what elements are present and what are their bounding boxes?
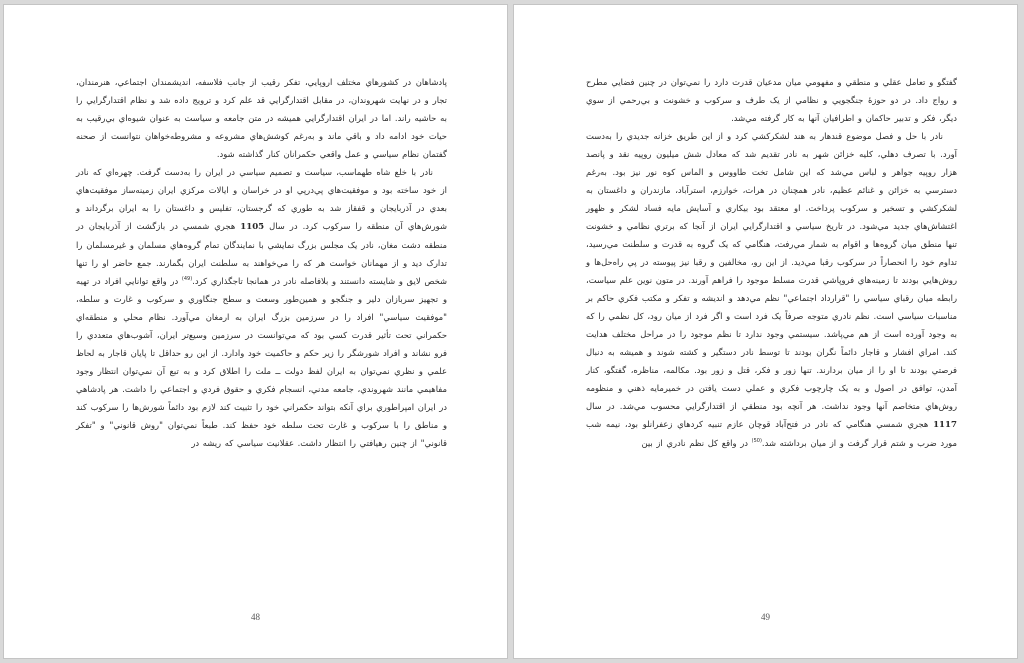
paragraph: گفتگو و تعامل عقلي و منطقي و مفهومي ميان مدعيان قدرت دارد را نمي‌توان در چنين فضايي مطرح و رواج داد. در دو حوزهٔ جنگجويي و نظامي از يک طرف و سرکوب و خشونت و بي‌رحمي از سوي ديگر، فکر و تدبير حاکمان و اطرافيان آنها به کار گرفته مي‌شد. [586, 77, 957, 123]
page-number: 48 [251, 612, 260, 622]
paragraph: پادشاهان در کشورهاي مختلف اروپايي، تفکر رقيب از جانب فلاسفه، انديشمندان اجتماعي، هنرمندان، تجار و در نهايت شهروندان، در مقابل اقتدارگرايي قد علم کرد و ترويج داده شد و نظام اقتدارگرايي را به حاشيه راند. اما در ايران اقتدارگرايي هميشه در متن جامعه و سياست به عنوان شيوه‌اي بي‌رقيب به حيات خود ادامه داد و باقي ماند و به‌رغم کوشش‌هاي مشروعه و مشروطه‌خواهان نتوانست از صحنه گفتمان نظام سياسي و عمل واقعي حکمرانان کنار گذاشته شود. [76, 77, 447, 159]
paragraph-text: هجري شمسي در بازگشت از آذربايجان در منطقه دشت مغان، نادر يک مجلس بزرگ نمايشي با نمايندگان تمام گروه‌هاي مسلمان و غيرمسلمان را تدارک ديد و از مهمانان خواست هر که را مي‌خواهند به سلطنت ايران بگمارند. جمع حاضر او را تنها شخص لايق و شايسته دانستند و بلافاصله نادر در همانجا تاجگذاري کرد. [76, 221, 447, 286]
page-48 [3, 4, 508, 659]
footnote-marker: (49) [181, 276, 193, 283]
paragraph-text: نادر با حل و فصل موضوع قندهار به هند لشکرکشي کرد و از اين طريق خزانه جديدي را به‌دست آورد. با تصرف دهلي، کليه خزائن شهر به نادر تقديم شد که معادل شش ميليون روپيه نقد و پانصد هزار روپيه جواهر و لباس مي‌شد که اين شامل تخت طاووس و الماس کوه نور نيز بود. به‌رغم دسترسي به خزائن و غنائم عظيم، نادر همچنان در هرات، خوارزم، استرآباد، مازندران و داغستان به لشکرکشي و تسخير و سرکوب پرداخت. او معتقد بود بيکاري و آسايش مايه فساد لشکر و ظهور اغتشاش‌هاي جديد مي‌شود. در تاريخ سياسي و اقتدارگرايي ايران از آنجا که برتري نظامي و خشونت تنها منطق ميان گروه‌ها و اقوام به شمار مي‌رفت، هنگامي که يک گروه به قدرت و سلطنت مي‌رسيد، تداوم خود را انحصاراً در سرکوب رقبا مي‌ديد. از اين رو، مخالفين و رقبا نيز پيوسته در پي راه‌حل‌ها و روش‌هايي بودند تا زمينه‌هاي فروپاشي قدرت مسلط موجود را فراهم آورند. در متون نوين علم سياست، رابطه ميان رقباي سياسي را "قرارداد اجتماعي" نظم مي‌دهد و انديشه و تفکر و مکتب فکري حاکم بر مناسبات سياسي است. نظم نادري متوجه صرفاً يک فرد است و اگر فرد از ميان رود، کل نظمي را که به وجود آورده است از هم مي‌پاشد. سيستمي وجود ندارد تا نظم موجود را در مراحل مختلف هدايت کند. امراي افشار و قاجار دائماً نگران بودند تا توسط نادر دستگير و کشته شوند و هميشه به دنبال فرصتي بودند تا او را از ميان بردارند. تنها زور و فکر، قتل و زور بود. مکالمه، مناظره، گفتگو، کنار آمدن، توافق در اصول و به يک چارچوب فکري و عملي دست يافتن در خميرمايه ذهني و منظومه روش‌هاي متخاصم آنها وجود نداشت. هر آنچه بود منطقي از اقتدارگرايي محسوب مي‌شد. در سال [586, 131, 957, 411]
year-number: 1105 [240, 222, 265, 232]
page-number: 49 [761, 612, 770, 622]
page-49-text [586, 73, 957, 452]
page-49 [513, 4, 1018, 659]
page-48-text [76, 73, 447, 452]
paragraph [76, 163, 447, 452]
footnote-marker: (50) [751, 438, 762, 445]
paragraph-text: نادر با خلع شاه طهماسب، سياست و تصميم سياسي در ايران را به‌دست گرفت. چهره‌اي که نادر از خود ساخته بود و موفقيت‌هاي پي‌درپي او در خراسان و ايالات مرکزي ايران زمينه‌ساز موفقيت‌هاي بعدي در آذربايجان و قفقاز شد به طوري که گرجستان، تفليس و داغستان را به ايران برگرداند و شورش‌هاي آن منطقه را سرکوب کرد. در سال [76, 167, 447, 231]
paragraph-text: هجري شمسي هنگامي که نادر در فتح‌آباد قوچان عازم تنبيه کردهاي زعفرانلو بود، نيمه شب مورد ضرب و شتم قرار گرفت و از ميان برداشته شد. [586, 419, 957, 448]
paragraph-text: در واقع کل نظم نادري از بين [641, 438, 748, 448]
paragraph-text: در واقع توانايي افراد در تهيه و تجهيز سربازان دلير و جنگجو و همين‌طور وسعت و سطح جنگاوري و سرکوب و غارت و سلطه، "موفقيت سياسي" افراد را در سرزمين بزرگ ايران به ارمغان مي‌آورد. نظام محلي و منطقه‌اي حکمراني تحت تأثير قدرت کسي بود که مي‌توانست در سرزمين وسيع‌تر ايران، آشوب‌هاي متعددي را فرو نشاند و افراد شورشگر را زير حکم و حاکميت خود وادارد. از اين رو حداقل تا پايان قاجار به لحاظ علمي و نظري نمي‌توان به ايران لفظ دولت ــ ملت را اطلاق کرد و به تبع آن نمي‌توان انتظار وجود مفاهيمي مانند شهروندي، جامعه مدني، انسجام فکري و حقوق فردي و اجتماعي را داشت. هر پادشاهي در ايران امپراطوري براي آنکه بتواند حکمراني خود را تثبيت کند لازم بود دائماً شورش‌ها را سرکوب کند و مناطق را با سرکوب و غارت تحت سلطه خود حفظ کند. طبعاً نمي‌توان "روش قانوني" و "تفکر قانوني" از چنين رهيافتي را انتظار داشت. عقلانيت سياسي که ريشه در [76, 276, 447, 448]
year-number: 1117 [933, 420, 957, 430]
paragraph [586, 127, 957, 452]
